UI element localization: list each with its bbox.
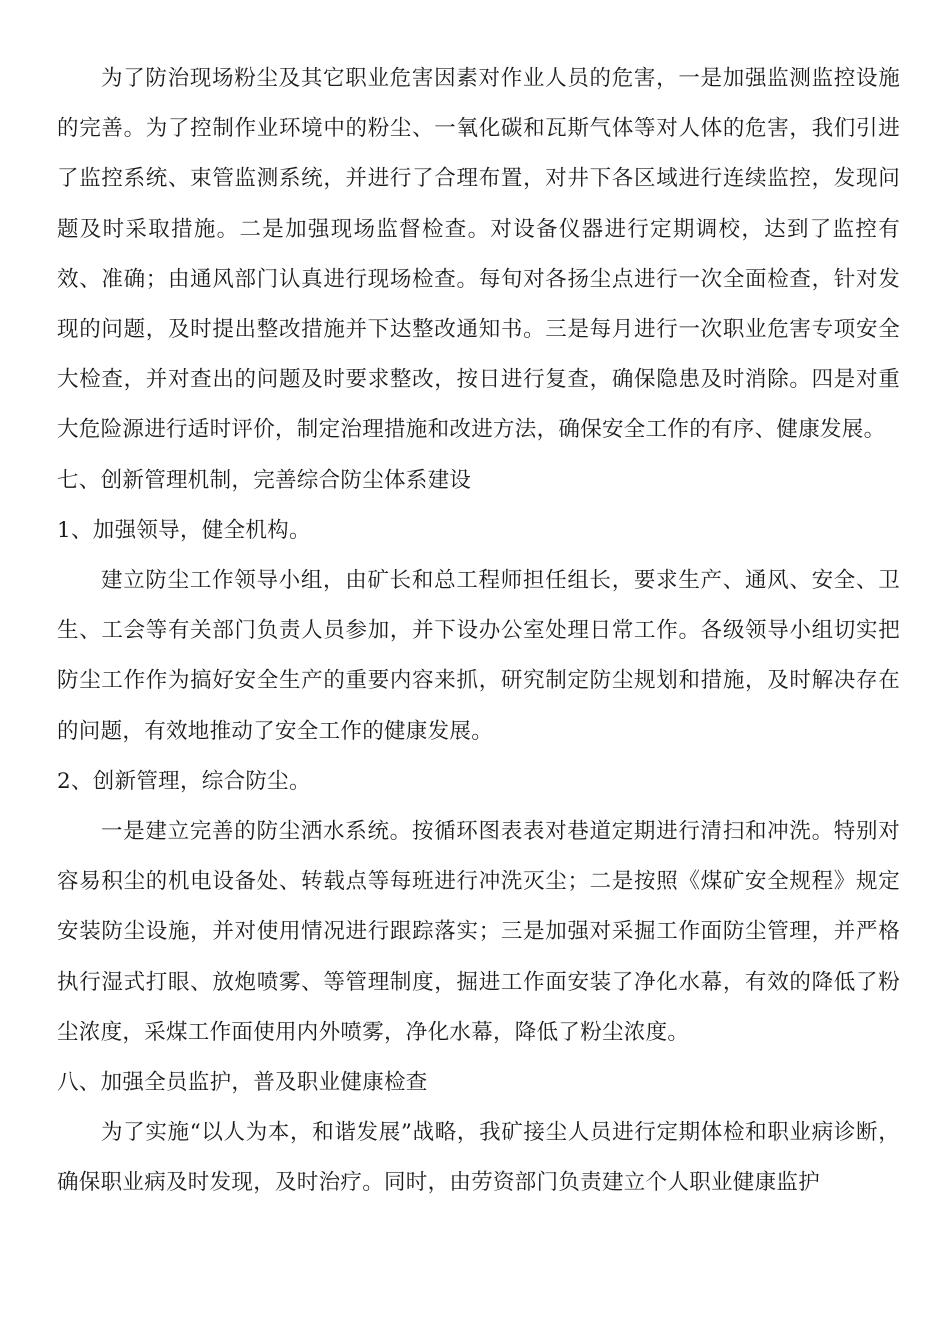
body-paragraph: 为了实施“以人为本，和谐发展”战略，我矿接尘人员进行定期体检和职业病诊断，确保职业病及时发现，及时治疗。同时，由劳资部门负责建立个人职业健康监护 [57, 1120, 900, 1196]
section-heading: 八、加强全员监护，普及职业健康检查 [57, 1070, 428, 1096]
subsection-heading: 2、创新管理，综合防尘。 [57, 768, 311, 794]
body-paragraph: 为了防治现场粉尘及其它职业危害因素对作业人员的危害，一是加强监测监控设施的完善。为了控制作业环境中的粉尘、一氧化碳和瓦斯气体等对人体的危害，我们引进了监控系统、束管监测系统，并进行了合理布置，对井下各区域进行连续监控，发现问题及时采取措施。二是加强现场监督检查。对设备仪器进行定期调校，达到了监控有效、准确；由通风部门认真进行现场检查。每旬对各扬尘点进行一次全面检查，针对发现的问题，及时提出整改措施并下达整改通知书。三是每月进行一次职业危害专项安全大检查，并对查出的问题及时要求整改，按日进行复查，确保隐患及时消除。四是对重大危险源进行适时评价，制定治理措施和改进方法，确保安全工作的有序、健康发展。 [57, 66, 900, 443]
body-paragraph: 一是建立完善的防尘洒水系统。按循环图表表对巷道定期进行清扫和冲洗。特别对容易积尘的机电设备处、转载点等每班进行冲洗灭尘；二是按照《煤矿安全规程》规定安装防尘设施，并对使用情况进行跟踪落实；三是加强对采掘工作面防尘管理，并严格执行湿式打眼、放炮喷雾、等管理制度，掘进工作面安装了净化水幕，有效的降低了粉尘浓度，采煤工作面使用内外喷雾，净化水幕，降低了粉尘浓度。 [57, 819, 900, 1045]
section-heading: 七、创新管理机制，完善综合防尘体系建设 [57, 467, 472, 493]
subsection-heading: 1、加强领导，健全机构。 [57, 517, 311, 543]
body-paragraph: 建立防尘工作领导小组，由矿长和总工程师担任组长，要求生产、通风、安全、卫生、工会等有关部门负责人员参加，并下设办公室处理日常工作。各级领导小组切实把防尘工作作为搞好安全生产的重要内容来抓，研究制定防尘规划和措施，及时解决存在的问题，有效地推动了安全工作的健康发展。 [57, 568, 900, 744]
